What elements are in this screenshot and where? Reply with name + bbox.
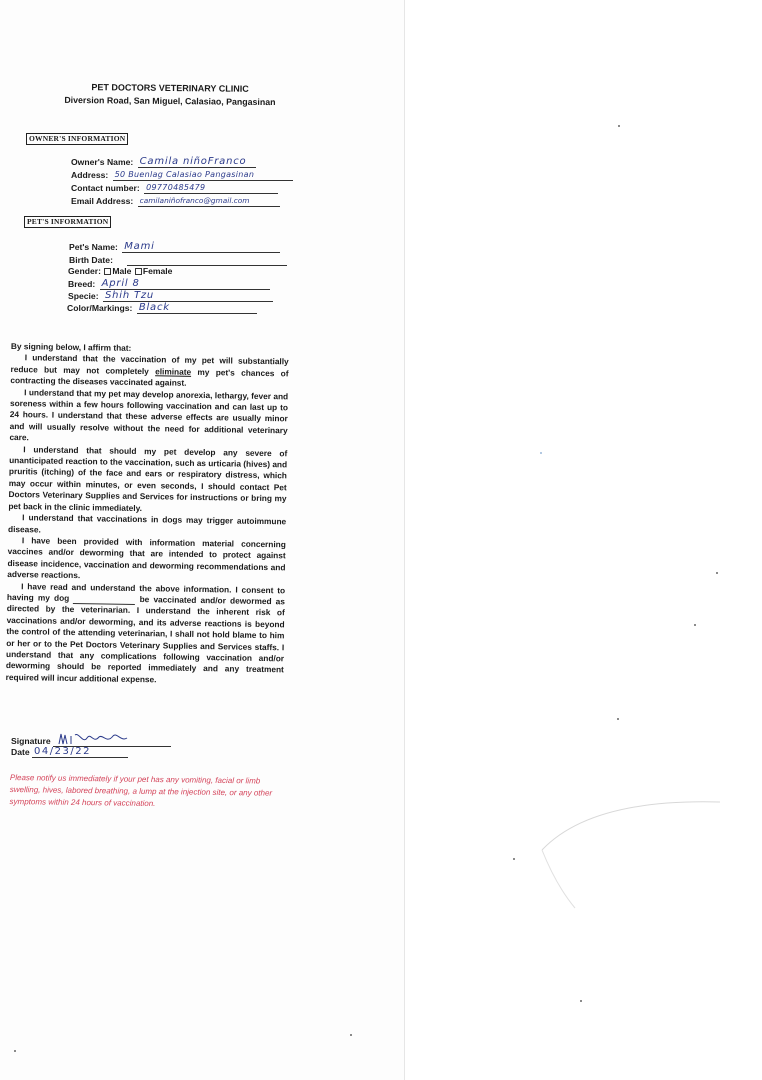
consent-paragraph-5: I have been provided with information material concerning vaccines and/or deworming that are intended to protect against disease incidence, vaccination and deworming recommendations and adverse reactions. bbox=[7, 535, 286, 581]
owner-contact-value: 09770485479 bbox=[146, 183, 206, 192]
consent-paragraph-4: I understand that vaccinations in dogs may trigger autoimmune disease. bbox=[7, 512, 287, 534]
scan-speck bbox=[580, 1000, 582, 1002]
clinic-name: PET DOCTORS VETERINARY CLINIC bbox=[91, 82, 249, 94]
specie-field[interactable] bbox=[103, 290, 273, 302]
consent-paragraph-3: I understand that should my pet develop any severe of unanticipated reaction to the vaccination, such as urticaria (hives) and pruritis (itching) of the face and ears or respiratory distress, which may occur within minutes, or even seconds, I should contact Pet Doctors Veterinary Supplies and Services for instructions or bring my pet back in the clinic immediately. bbox=[8, 443, 288, 513]
owner-contact-label: Contact number: bbox=[71, 183, 140, 193]
date-value: 04/23/22 bbox=[34, 746, 91, 757]
owner-address-label: Address: bbox=[71, 170, 109, 180]
owner-name-label: Owner's Name: bbox=[71, 157, 134, 167]
owner-contact-field[interactable] bbox=[144, 182, 278, 194]
scan-speck bbox=[350, 1034, 352, 1036]
owner-name-field[interactable] bbox=[138, 156, 256, 168]
color-value: Black bbox=[138, 302, 170, 313]
female-checkbox[interactable] bbox=[135, 268, 142, 275]
pet-section-label: PET'S INFORMATION bbox=[24, 216, 111, 228]
owner-contact-row bbox=[71, 182, 278, 194]
owner-email-value: camilaniñofranco@gmail.com bbox=[139, 196, 250, 205]
color-field[interactable] bbox=[137, 302, 257, 314]
scan-speck bbox=[513, 858, 515, 860]
owner-address-field[interactable] bbox=[113, 169, 293, 181]
consent-intro: By signing below, I affirm that: bbox=[10, 341, 132, 353]
notice-text: Please notify us immediately if your pet has any vomiting, facial or limb swelling, hives, labored breathing, a lump at the injection site, or any other symptoms within 24 hours of vaccination. bbox=[9, 772, 273, 809]
pet-name-value: Mami bbox=[124, 241, 155, 252]
scan-speck bbox=[617, 718, 619, 720]
owner-name-value: Camila niñoFranco bbox=[139, 156, 247, 167]
signature-label: Signature bbox=[11, 736, 51, 746]
breed-field[interactable] bbox=[100, 278, 270, 290]
scan-artifact-curve bbox=[540, 790, 740, 910]
gender-row bbox=[68, 266, 172, 277]
consent-paragraph-2: I understand that my pet may develop anorexia, lethargy, fever and soreness within a few hours following vaccination and can last up to 24 hours. I understand that these adverse effects are usually minor and will usually resolve without the need for additional veterinary care. bbox=[9, 386, 289, 443]
consent-paragraph-1: I understand that the vaccination of my pet will substantially reduce but may not completely eliminate my pet's chances of contracting the diseases vaccinated against. bbox=[10, 352, 289, 388]
color-label: Color/Markings: bbox=[67, 303, 133, 313]
breed-value: April 8 bbox=[101, 278, 140, 289]
specie-label: Specie: bbox=[68, 291, 99, 301]
owner-address-value: 50 Buenlag Calasiao Pangasinan bbox=[114, 170, 255, 179]
owner-email-label: Email Address: bbox=[71, 196, 134, 206]
birth-date-label: Birth Date: bbox=[69, 255, 113, 265]
specie-value: Shih Tzu bbox=[104, 290, 155, 301]
female-label: Female bbox=[142, 266, 173, 276]
owner-section-label: OWNER'S INFORMATION bbox=[26, 133, 128, 145]
scan-speck bbox=[694, 624, 696, 626]
scan-speck bbox=[14, 1050, 16, 1052]
scan-speck bbox=[716, 572, 718, 574]
clinic-header bbox=[40, 81, 300, 110]
date-label: Date bbox=[11, 747, 30, 757]
pet-name-row bbox=[69, 241, 280, 253]
scan-speck bbox=[618, 125, 620, 127]
breed-row bbox=[68, 278, 270, 290]
birth-date-row bbox=[69, 254, 287, 266]
birth-date-field[interactable] bbox=[127, 254, 287, 266]
gender-label: Gender: bbox=[68, 266, 101, 276]
color-row bbox=[67, 302, 257, 314]
consent-text bbox=[6, 341, 289, 688]
date-field[interactable] bbox=[32, 745, 128, 758]
owner-name-row bbox=[71, 156, 256, 168]
scan-speck bbox=[540, 452, 542, 454]
owner-address-row bbox=[71, 169, 293, 181]
specie-row bbox=[68, 290, 273, 302]
male-checkbox[interactable] bbox=[104, 268, 111, 275]
owner-email-field[interactable] bbox=[138, 195, 280, 207]
consent-paragraph-6: I have read and understand the above information. I consent to having my dog be vaccinated and/or dewormed as directed by the veterinarian. I understand the inherent risk of vaccinations and/or deworming, and its adverse reactions is beyond the control of the attending veterinarian, I shall not hold blame to him or her or to the Pet Doctors Veterinary Supplies and Services staffs. I understand that any complications following vaccination and/or deworming should be reported immediately and any treatment required will incur additional expense. bbox=[5, 580, 286, 685]
clinic-address: Diversion Road, San Miguel, Calasiao, Pangasinan bbox=[64, 94, 276, 108]
date-row bbox=[11, 745, 128, 758]
pet-name-field[interactable] bbox=[122, 241, 280, 253]
breed-label: Breed: bbox=[68, 279, 96, 289]
signature-scribble bbox=[57, 732, 137, 746]
owner-email-row bbox=[71, 195, 280, 207]
male-label: Male bbox=[112, 266, 132, 276]
pet-name-label: Pet's Name: bbox=[69, 242, 118, 252]
